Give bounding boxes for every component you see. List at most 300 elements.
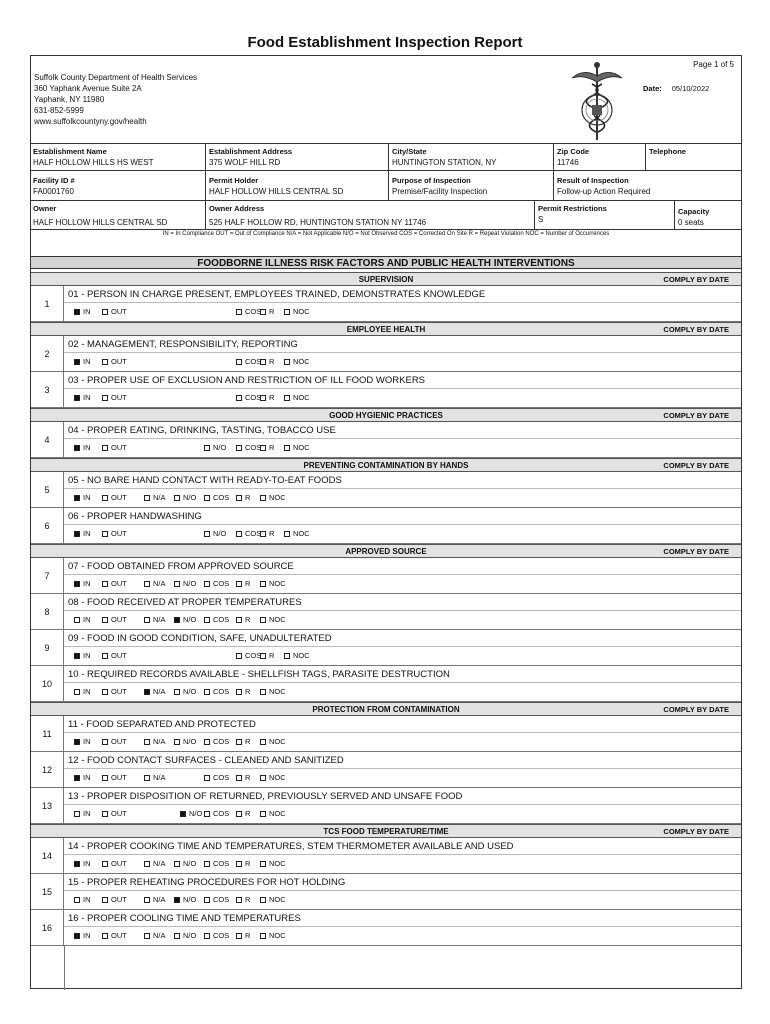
option-label: NOC (269, 579, 286, 588)
checkbox-checked[interactable] (74, 395, 80, 401)
checkbox-unchecked[interactable] (236, 653, 242, 659)
item-description: 14 - PROPER COOKING TIME AND TEMPERATURES, STEM THERMOMETER AVAILABLE AND USED (64, 838, 741, 855)
option-label: IN (83, 687, 91, 696)
checkbox-unchecked[interactable] (102, 811, 108, 817)
checkbox-unchecked[interactable] (102, 309, 108, 315)
checkbox-unchecked[interactable] (174, 495, 180, 501)
telephone-cell (645, 144, 742, 170)
checkbox-unchecked[interactable] (236, 689, 242, 695)
checkbox-unchecked[interactable] (204, 861, 210, 867)
option-label: R (245, 579, 251, 588)
inspection-item (64, 630, 741, 665)
option-in (74, 687, 91, 696)
inspection-item (64, 472, 741, 507)
option-label: NOC (269, 859, 286, 868)
inspection-item (64, 838, 741, 873)
option-label: R (245, 737, 251, 746)
checkbox-unchecked[interactable] (236, 531, 242, 537)
option-label: NOC (293, 529, 310, 538)
option-cos (204, 615, 229, 624)
section-title: PREVENTING CONTAMINATION BY HANDS (303, 461, 469, 470)
checkbox-unchecked[interactable] (102, 445, 108, 451)
option-in (74, 529, 91, 538)
option-label: N/O (213, 529, 227, 538)
option-r (260, 529, 274, 538)
section-title: GOOD HYGIENIC PRACTICES (329, 411, 443, 420)
item-group (31, 508, 741, 544)
item-description: 12 - FOOD CONTACT SURFACES - CLEANED AND SANITIZED (64, 752, 741, 769)
permit-holder-cell (205, 171, 388, 200)
checkbox-unchecked[interactable] (102, 495, 108, 501)
capacity-cell (674, 201, 742, 229)
checkbox-unchecked[interactable] (204, 689, 210, 695)
checkbox-unchecked[interactable] (236, 811, 242, 817)
checkbox-unchecked[interactable] (260, 395, 266, 401)
compliance-options (64, 439, 741, 456)
option-noc (284, 443, 310, 452)
checkbox-unchecked[interactable] (204, 495, 210, 501)
option-label: R (245, 687, 251, 696)
option-label: N/A (153, 737, 166, 746)
comply-by-date-label: COMPLY BY DATE (663, 705, 729, 714)
checkbox-unchecked[interactable] (260, 689, 266, 695)
option-label: COS (213, 931, 230, 940)
option-in (74, 307, 91, 316)
option-out (102, 687, 127, 696)
agency-name: Suffolk County Department of Health Services (34, 73, 198, 82)
checkbox-unchecked[interactable] (260, 897, 266, 903)
checkbox-unchecked[interactable] (144, 739, 150, 745)
item-number: 2 (31, 336, 64, 371)
option-label: IN (83, 859, 91, 868)
option-label: COS (213, 687, 230, 696)
section-header (31, 458, 741, 472)
option-label: NOC (269, 687, 286, 696)
checkbox-unchecked[interactable] (236, 495, 242, 501)
option-label: NOC (293, 651, 310, 660)
option-r (236, 809, 250, 818)
risk-factors-header: FOODBORNE ILLNESS RISK FACTORS AND PUBLIC HEALTH INTERVENTIONS (31, 256, 741, 269)
item-number: 8 (31, 594, 64, 629)
checkbox-unchecked[interactable] (236, 395, 242, 401)
option-na (144, 895, 166, 904)
checkbox-checked[interactable] (144, 689, 150, 695)
checkbox-unchecked[interactable] (204, 531, 210, 537)
option-label: N/O (183, 615, 197, 624)
checkbox-unchecked[interactable] (102, 933, 108, 939)
item-number: 14 (31, 838, 64, 873)
checkbox-unchecked[interactable] (260, 739, 266, 745)
city-state-cell (388, 144, 553, 170)
checkbox-checked[interactable] (74, 739, 80, 745)
option-label: IN (83, 737, 91, 746)
item-number: 15 (31, 874, 64, 909)
option-cos (236, 529, 261, 538)
item-group (31, 286, 741, 322)
compliance-options (64, 647, 741, 664)
checkbox-unchecked[interactable] (236, 897, 242, 903)
checkbox-unchecked[interactable] (284, 653, 290, 659)
section-title: EMPLOYEE HEALTH (346, 325, 426, 334)
item-description: 03 - PROPER USE OF EXCLUSION AND RESTRICTION OF ILL FOOD WORKERS (64, 372, 741, 389)
option-label: NOC (269, 615, 286, 624)
facility-id-value: FA0001760 (33, 187, 74, 196)
checkbox-unchecked[interactable] (74, 811, 80, 817)
item-number: 16 (31, 910, 64, 945)
option-out (102, 773, 127, 782)
checkbox-checked[interactable] (74, 309, 80, 315)
item-description: 04 - PROPER EATING, DRINKING, TASTING, TOBACCO USE (64, 422, 741, 439)
inspection-item (64, 372, 741, 407)
option-na (144, 615, 166, 624)
checkbox-checked[interactable] (74, 445, 80, 451)
checkbox-unchecked[interactable] (260, 811, 266, 817)
checkbox-unchecked[interactable] (236, 445, 242, 451)
checkbox-unchecked[interactable] (204, 775, 210, 781)
option-label: NOC (293, 307, 310, 316)
section-header (31, 322, 741, 336)
item-description: 07 - FOOD OBTAINED FROM APPROVED SOURCE (64, 558, 741, 575)
permit-restrictions-value: S (538, 215, 544, 224)
checkbox-unchecked[interactable] (236, 933, 242, 939)
option-noc (284, 357, 310, 366)
item-description: 10 - REQUIRED RECORDS AVAILABLE - SHELLFISH TAGS, PARASITE DESTRUCTION (64, 666, 741, 683)
option-label: COS (213, 493, 230, 502)
comply-by-date-label: COMPLY BY DATE (663, 827, 729, 836)
option-no (174, 493, 196, 502)
option-cos (204, 493, 229, 502)
option-label: OUT (111, 393, 127, 402)
compliance-options (64, 353, 741, 370)
option-in (74, 737, 91, 746)
option-label: COS (213, 615, 230, 624)
date-label: Date: (643, 84, 662, 93)
report-title: Food Establishment Inspection Report (247, 34, 523, 51)
option-cos (204, 579, 229, 588)
option-label: IN (83, 393, 91, 402)
item-number: 3 (31, 372, 64, 407)
owner-label: Owner (33, 204, 57, 213)
checkbox-checked[interactable] (74, 653, 80, 659)
option-label: R (245, 773, 251, 782)
option-label: OUT (111, 651, 127, 660)
option-label: COS (213, 809, 230, 818)
option-in (74, 651, 91, 660)
checkbox-unchecked[interactable] (102, 861, 108, 867)
checkbox-unchecked[interactable] (144, 897, 150, 903)
legend: IN = In Compliance OUT = Out of Compliance N/A = Not Applicable N/O = Not Observed COS = Corrected On Site R = Repeat Violation NOC = Number of Occurrences (162, 231, 610, 237)
option-cos (204, 931, 229, 940)
option-noc (260, 859, 286, 868)
section-title: APPROVED SOURCE (345, 547, 427, 556)
facility-id-cell (30, 171, 205, 200)
option-label: N/O (189, 809, 203, 818)
checkbox-checked[interactable] (74, 775, 80, 781)
option-label: N/A (153, 931, 166, 940)
checkbox-unchecked[interactable] (102, 581, 108, 587)
purpose-cell (388, 171, 553, 200)
checkbox-unchecked[interactable] (144, 933, 150, 939)
item-number: 1 (31, 286, 64, 321)
checkbox-unchecked[interactable] (174, 933, 180, 939)
item-description: 02 - MANAGEMENT, RESPONSIBILITY, REPORTING (64, 336, 741, 353)
checkbox-unchecked[interactable] (236, 581, 242, 587)
option-label: NOC (293, 357, 310, 366)
establishment-address-label: Establishment Address (209, 147, 293, 156)
checkbox-unchecked[interactable] (260, 775, 266, 781)
option-label: IN (83, 773, 91, 782)
checkbox-unchecked[interactable] (284, 445, 290, 451)
option-noc (260, 809, 286, 818)
checkbox-unchecked[interactable] (102, 739, 108, 745)
inspection-item (64, 508, 741, 543)
item-description: 08 - FOOD RECEIVED AT PROPER TEMPERATURES (64, 594, 741, 611)
option-label: OUT (111, 737, 127, 746)
checkbox-unchecked[interactable] (236, 739, 242, 745)
comply-by-date-label: COMPLY BY DATE (663, 461, 729, 470)
facility-id-label: Facility ID # (33, 176, 75, 185)
checkbox-unchecked[interactable] (204, 445, 210, 451)
page-number: Page 1 of 5 (693, 60, 734, 69)
checkbox-unchecked[interactable] (74, 617, 80, 623)
option-no (174, 615, 196, 624)
checkbox-unchecked[interactable] (236, 775, 242, 781)
option-label: N/A (153, 493, 166, 502)
checkbox-unchecked[interactable] (236, 309, 242, 315)
item-number: 13 (31, 788, 64, 823)
inspection-item (64, 422, 741, 457)
checkbox-unchecked[interactable] (260, 581, 266, 587)
checkbox-unchecked[interactable] (284, 359, 290, 365)
checkbox-checked[interactable] (74, 933, 80, 939)
checkbox-unchecked[interactable] (260, 653, 266, 659)
option-label: COS (245, 529, 262, 538)
comply-by-date-label: COMPLY BY DATE (663, 275, 729, 284)
option-cos (236, 357, 261, 366)
item-group (31, 630, 741, 666)
agency-phone: 631-852-5999 (34, 106, 84, 115)
option-r (236, 895, 250, 904)
option-no (174, 737, 196, 746)
option-noc (260, 931, 286, 940)
checkbox-unchecked[interactable] (102, 689, 108, 695)
checkbox-unchecked[interactable] (284, 531, 290, 537)
option-in (74, 895, 91, 904)
checkbox-unchecked[interactable] (204, 897, 210, 903)
option-label: N/A (153, 615, 166, 624)
option-noc (260, 687, 286, 696)
option-noc (284, 529, 310, 538)
compliance-options (64, 733, 741, 750)
option-label: N/A (153, 859, 166, 868)
option-label: N/A (153, 579, 166, 588)
checkbox-unchecked[interactable] (102, 897, 108, 903)
option-label: IN (83, 579, 91, 588)
option-label: COS (245, 307, 262, 316)
checkbox-checked[interactable] (74, 861, 80, 867)
checkbox-unchecked[interactable] (74, 897, 80, 903)
option-no (174, 687, 196, 696)
checkbox-unchecked[interactable] (102, 653, 108, 659)
checkbox-unchecked[interactable] (102, 617, 108, 623)
item-description: 13 - PROPER DISPOSITION OF RETURNED, PREVIOUSLY SERVED AND UNSAFE FOOD (64, 788, 741, 805)
compliance-options (64, 805, 741, 822)
inspection-item (64, 910, 741, 945)
inspection-item (64, 594, 741, 629)
checkbox-unchecked[interactable] (260, 495, 266, 501)
option-no (174, 579, 196, 588)
checkbox-unchecked[interactable] (236, 617, 242, 623)
option-label: NOC (269, 809, 286, 818)
checkbox-unchecked[interactable] (102, 775, 108, 781)
item-description: 01 - PERSON IN CHARGE PRESENT, EMPLOYEES TRAINED, DEMONSTRATES KNOWLEDGE (64, 286, 741, 303)
compliance-options (64, 489, 741, 506)
checkbox-checked[interactable] (74, 581, 80, 587)
checkbox-unchecked[interactable] (260, 861, 266, 867)
option-in (74, 579, 91, 588)
option-label: R (269, 357, 275, 366)
option-label: N/O (183, 931, 197, 940)
comply-by-date-label: COMPLY BY DATE (663, 411, 729, 420)
option-cos (204, 859, 229, 868)
option-label: IN (83, 651, 91, 660)
option-label: NOC (293, 443, 310, 452)
option-label: NOC (269, 737, 286, 746)
checkbox-checked[interactable] (74, 495, 80, 501)
checkbox-unchecked[interactable] (74, 689, 80, 695)
option-label: COS (213, 859, 230, 868)
checkbox-unchecked[interactable] (284, 309, 290, 315)
result-value: Follow-up Action Required (557, 187, 651, 196)
owner-address-value: 525 HALF HOLLOW RD, HUNTINGTON STATION NY 11746 (209, 218, 427, 227)
option-r (260, 307, 274, 316)
checkbox-checked[interactable] (74, 531, 80, 537)
establishment-name-label: Establishment Name (33, 147, 107, 156)
item-group (31, 788, 741, 824)
section-header (31, 702, 741, 716)
option-label: COS (213, 737, 230, 746)
checkbox-unchecked[interactable] (204, 739, 210, 745)
item-group (31, 472, 741, 508)
checkbox-unchecked[interactable] (102, 359, 108, 365)
inspection-date (643, 84, 709, 93)
purpose-label: Purpose of Inspection (392, 176, 471, 185)
permit-holder-label: Permit Holder (209, 176, 259, 185)
option-no (180, 809, 202, 818)
checkbox-checked[interactable] (74, 359, 80, 365)
checkbox-unchecked[interactable] (260, 531, 266, 537)
checkbox-unchecked[interactable] (204, 933, 210, 939)
option-label: IN (83, 357, 91, 366)
zip-code-cell (553, 144, 645, 170)
option-r (236, 615, 250, 624)
checkbox-unchecked[interactable] (260, 933, 266, 939)
owner-address-cell (205, 201, 534, 229)
city-state-label: City/State (392, 147, 427, 156)
option-out (102, 529, 127, 538)
checkbox-unchecked[interactable] (144, 617, 150, 623)
option-label: IN (83, 443, 91, 452)
checkbox-checked[interactable] (174, 617, 180, 623)
checkbox-unchecked[interactable] (102, 531, 108, 537)
item-number: 10 (31, 666, 64, 701)
option-label: OUT (111, 615, 127, 624)
item-number: 5 (31, 472, 64, 507)
option-out (102, 931, 127, 940)
establishment-address-cell (205, 144, 388, 170)
option-label: OUT (111, 809, 127, 818)
option-out (102, 895, 127, 904)
city-state-value: HUNTINGTON STATION, NY (392, 158, 497, 167)
checkbox-unchecked[interactable] (174, 581, 180, 587)
option-label: N/O (183, 737, 197, 746)
option-r (236, 493, 250, 502)
checkbox-unchecked[interactable] (260, 617, 266, 623)
checkbox-unchecked[interactable] (236, 861, 242, 867)
option-label: N/O (183, 579, 197, 588)
item-number: 12 (31, 752, 64, 787)
option-label: COS (213, 773, 230, 782)
checkbox-unchecked[interactable] (174, 739, 180, 745)
option-na (144, 687, 166, 696)
checkbox-unchecked[interactable] (284, 395, 290, 401)
option-cos (204, 809, 229, 818)
checkbox-unchecked[interactable] (204, 617, 210, 623)
option-r (236, 773, 250, 782)
option-cos (204, 687, 229, 696)
option-na (144, 493, 166, 502)
compliance-options (64, 575, 741, 592)
checkbox-checked[interactable] (180, 811, 186, 817)
option-in (74, 393, 91, 402)
checkbox-unchecked[interactable] (204, 811, 210, 817)
item-number: 11 (31, 716, 64, 751)
checkbox-checked[interactable] (174, 897, 180, 903)
checkbox-unchecked[interactable] (144, 775, 150, 781)
checkbox-unchecked[interactable] (102, 395, 108, 401)
checkbox-unchecked[interactable] (260, 359, 266, 365)
checkbox-unchecked[interactable] (260, 309, 266, 315)
telephone-label: Telephone (649, 147, 686, 156)
option-label: OUT (111, 895, 127, 904)
checkbox-unchecked[interactable] (260, 445, 266, 451)
checkbox-unchecked[interactable] (144, 495, 150, 501)
option-label: OUT (111, 529, 127, 538)
checkbox-unchecked[interactable] (144, 581, 150, 587)
compliance-options (64, 769, 741, 786)
option-out (102, 651, 127, 660)
inspection-item (64, 336, 741, 371)
option-label: R (269, 393, 275, 402)
option-in (74, 615, 91, 624)
option-label: NOC (269, 895, 286, 904)
inspection-item (64, 286, 741, 321)
checkbox-unchecked[interactable] (144, 861, 150, 867)
item-group (31, 594, 741, 630)
checkbox-unchecked[interactable] (174, 689, 180, 695)
permit-restrictions-label: Permit Restrictions (538, 204, 607, 213)
checkbox-unchecked[interactable] (236, 359, 242, 365)
checkbox-unchecked[interactable] (174, 861, 180, 867)
option-out (102, 859, 127, 868)
option-out (102, 579, 127, 588)
info-row-facility (30, 170, 742, 200)
option-label: OUT (111, 773, 127, 782)
checkbox-unchecked[interactable] (204, 581, 210, 587)
info-row-establishment (30, 143, 742, 170)
option-noc (260, 493, 286, 502)
item-group (31, 422, 741, 458)
